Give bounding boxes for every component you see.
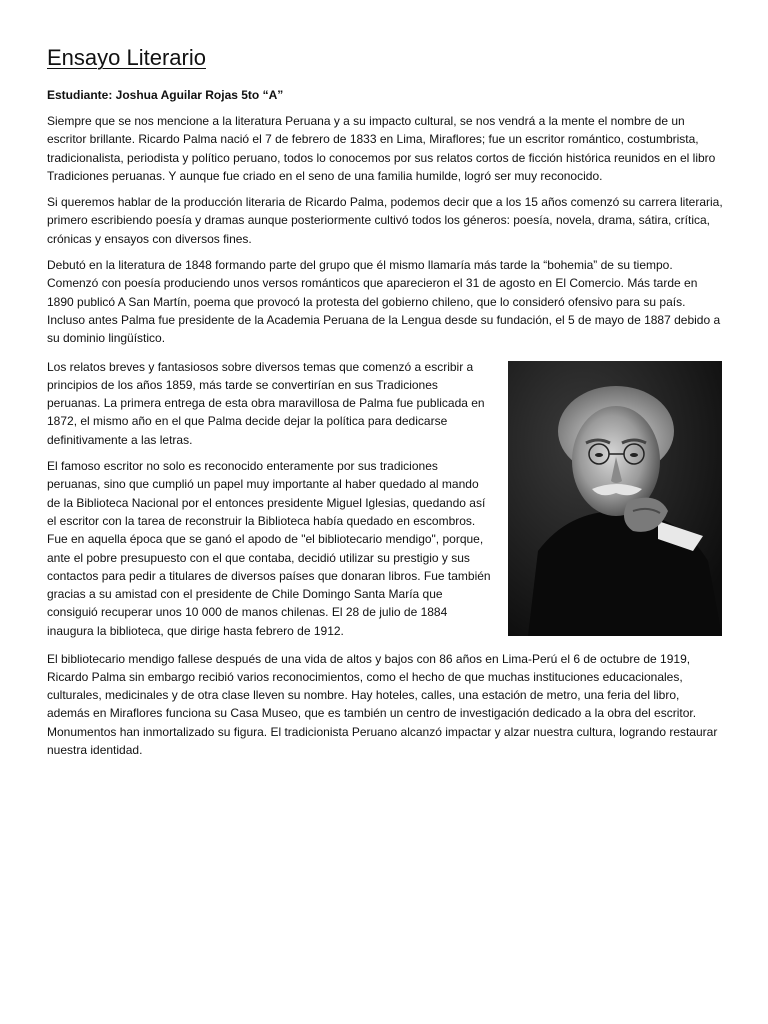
paragraph-2: Si queremos hablar de la producción literaria de Ricardo Palma, podemos decir que a los 15 años comenzó su carrera literaria, primero escribiendo poesía y dramas aunque posteriormente cultivó todos los géneros: poesía, novela, drama, sátira, crítica, crónicas y ensayos con diversos fines. (47, 195, 723, 246)
student-line: Estudiante: Joshua Aguilar Rojas 5to “A” (47, 88, 284, 102)
portrait-photo-icon (508, 361, 722, 636)
paragraph-3: Debutó en la literatura de 1848 formando parte del grupo que él mismo llamaría más tarde la “bohemia” de su tiempo. Comenzó con poesía produciendo unos versos románticos que aparecieron el 31 de agosto en El Comercio. Más tarde en 1890 publicó A San Martín, poema que provocó la protesta del gobierno chileno, que lo consideró ofensivo para su país. Incluso antes Palma fue presidente de la Academia Peruana de la Lengua desde su fundación, el 5 de mayo de 1887 debido a su dominio lingüístico. (47, 258, 721, 346)
photo-section (47, 358, 723, 642)
paragraph-1: Siempre que se nos mencione a la literatura Peruana y a su impacto cultural, se nos vendrá a la mente el nombre de un escritor brillante. Ricardo Palma nació el 7 de febrero de 1833 en Lima, Miraflores; fue un escritor romántico, costumbrista, tradicionalista, periodista y político peruano, todos lo conocemos por sus relatos cortos de ficción histórica reunidos en el libro Tradiciones peruanas. Y aunque fue criado en el seno de una familia humilde, logró ser muy reconocido. (47, 114, 716, 183)
paragraph-5: El famoso escritor no solo es reconocido enteramente por sus tradiciones peruanas, sino que cumplió un papel muy importante al haber quedado al mando de la Biblioteca Nacional por el entonces presidente Miguel Iglesias, quedando así el escritor con la tarea de reconstruir la Biblioteca había quedado en escombros. Fue en aquella época que se ganó el apodo de "el bibliotecario mendigo", porque, ante el pobre presupuesto con el que contaba, decidió utilizar su prestigio y sus contactos para pedir a titulares de diversos países que donaran libros. Fue también gracias a su amistad con el presidente de Chile Domingo Santa María que consiguió recuperar unos 10 000 de manos chilenas. El 28 de julio de 1884 inaugura la biblioteca, que dirige hasta febrero de 1912. (47, 459, 491, 638)
document-page (47, 44, 723, 759)
document-title: Ensayo Literario (47, 45, 206, 70)
portrait-photo (508, 361, 722, 636)
paragraph-4: Los relatos breves y fantasiosos sobre diversos temas que comenzó a escribir a principios de los años 1859, más tarde se convertirían en sus Tradiciones peruanas. La primera entrega de esta obra maravillosa de Palma fue publicada en 1872, el mismo año en el que Palma decide dejar la política para dedicarse definitivamente a las letras. (47, 359, 485, 447)
paragraph-6: El bibliotecario mendigo fallese después de una vida de altos y bajos con 86 años en Lima-Perú el 6 de octubre de 1919, Ricardo Palma sin embargo recibió varios reconocimientos, como el hecho de que muchas instituciones educacionales, culturales, medicinales y de otra clase lleven su nombre. Hay hoteles, calles, una estación de metro, una feria del libro, además en Miraflores funciona su Casa Museo, que es también un centro de investigación dedicado a la obra del escritor. Monumentos han inmortalizado su figura. El tradicionista Peruano alcanzó impactar y alzar nuestra cultura, logrando restaurar nuestra identidad. (47, 651, 718, 758)
